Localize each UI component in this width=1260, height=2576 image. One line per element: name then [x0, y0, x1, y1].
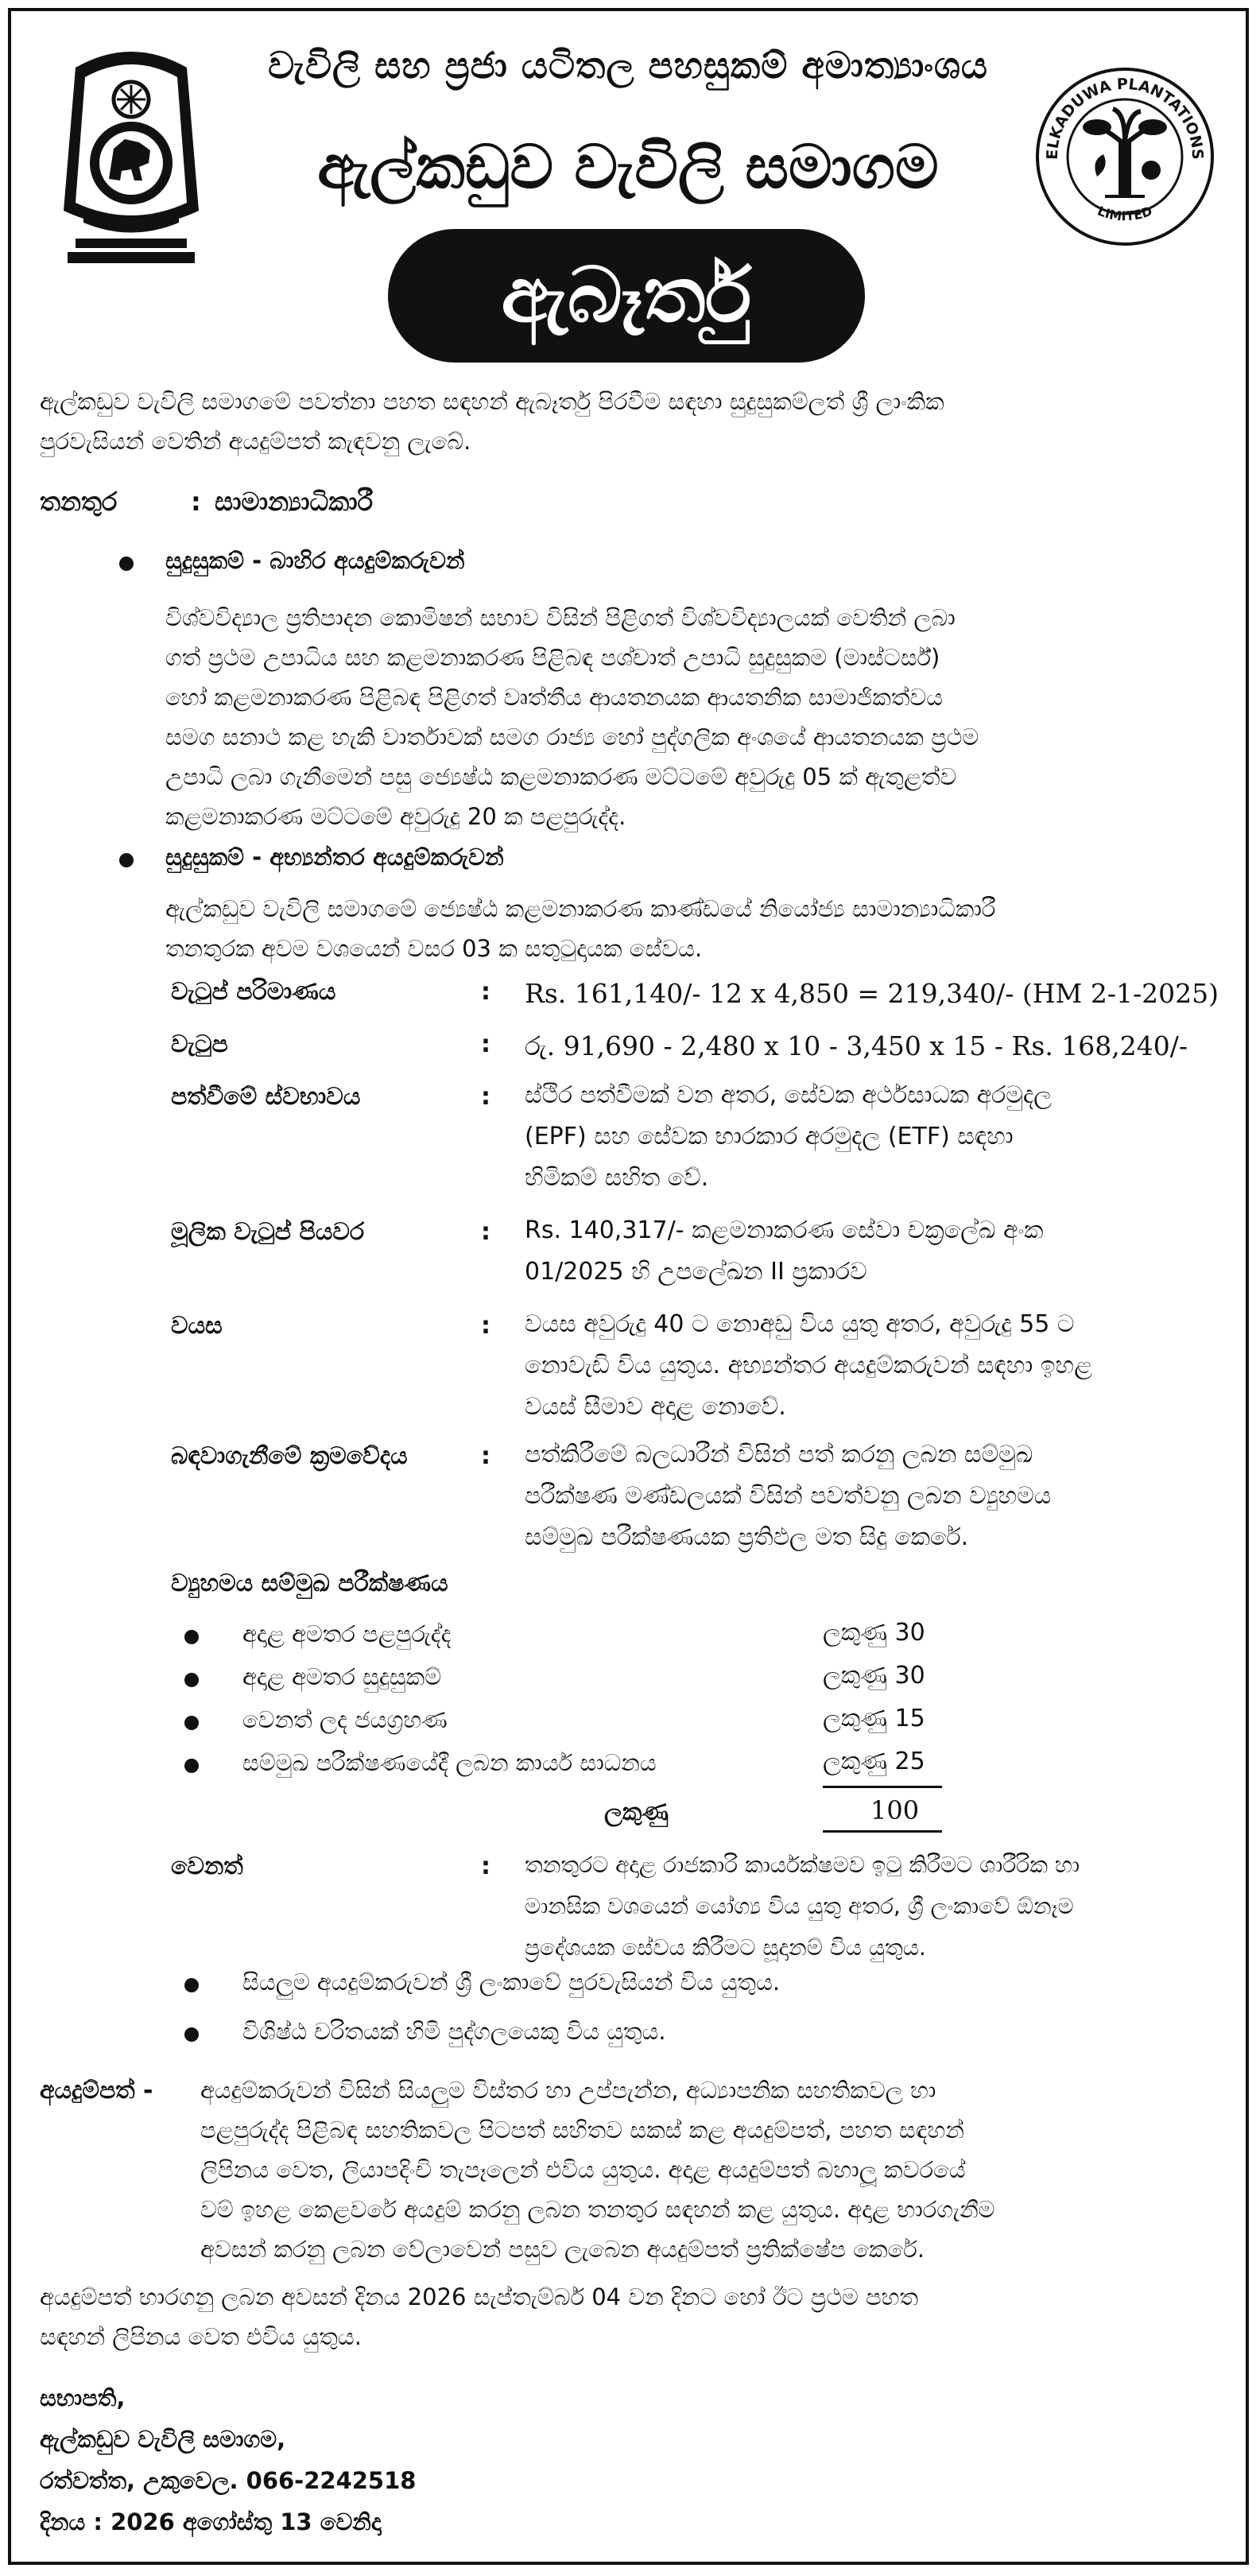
- text-line: ගත් ප්‍රථම උපාධිය සහ කළමනාකරණ පිළිබඳ පශ්චාත් උපාධි සුදුසුකම (මාස්ටර්ස්): [165, 644, 940, 671]
- elkaduwa-plantations-logo: [1033, 65, 1216, 248]
- notice-title-banner: [388, 229, 865, 363]
- colon: :: [481, 1852, 490, 1880]
- interview-item-label: වෙනත් ලද ජයග්‍රහණ: [242, 1706, 448, 1733]
- interview-item-marks: ලකුණු 25: [823, 1748, 925, 1775]
- interview-item-marks: ලකුණු 30: [823, 1662, 925, 1690]
- colon: :: [481, 1218, 490, 1246]
- text-line: සමග සනාථ කළ හැකි වාර්තාවක් සමග රාජ්‍ය හෝ පුද්ගලික අංශයේ ආයතනයක ප්‍රථම: [165, 724, 979, 751]
- svg-text:LIMITED: [1095, 204, 1154, 224]
- intro-line: පුරවැසියන් වෙතින් අයදුම්පත් කැඳවනු ලැබේ.: [40, 428, 471, 455]
- text-line: 01/2025 හි උපලේඛන II ප්‍රකාරව: [525, 1258, 867, 1286]
- text-line: පළපුරුද්ද පිළිබඳ සහතිකවල පිටපත් සහිතව සකස් කළ අයදුම්පත්, පහත සඳහන්: [200, 2116, 964, 2143]
- salary-value: රු. 91,690 - 2,480 x 10 - 3,450 x 15 - Rs. 168,240/-: [525, 1030, 1188, 1061]
- bullet-icon: [184, 1759, 199, 1773]
- text-line: තනතුරට අදාළ රාජකාරි කාර්යක්ෂමව ඉටු කිරීමට ශාරීරික හා: [525, 1852, 1080, 1878]
- external-qualifications-text: [165, 598, 1219, 836]
- text-line: අයදුම්පත් භාරගනු ලබන අවසන් දිනය 2026 සැප්තැම්බර් 04 වන දිනට හෝ ඊට ප්‍රථම පහත: [40, 2283, 919, 2310]
- text-line: තනතුරක අවම වශයෙන් වසර 03 ක සතුටුදායක සේවය.: [165, 935, 703, 962]
- other-value: [525, 1845, 1184, 1969]
- other-bullet-text: විශිෂ්ඨ චරිතයක් හිමි පුද්ගලයෙකු විය යුතුය.: [242, 2018, 666, 2045]
- initial-salary-value: [525, 1210, 1184, 1293]
- post-value: සාමාන්‍යාධිකාරී: [215, 487, 374, 517]
- interview-item-label: අදාළ අමතර සුදුසුකම්: [242, 1663, 442, 1690]
- interview-item-marks: ලකුණු 30: [823, 1619, 925, 1647]
- sri-lanka-emblem-icon: [52, 44, 211, 274]
- text-line: හෝ කළමනාකරණ පිළිබඳ පිළිගත් වෘත්තීය ආයතනයක ආයතනික සාමාජිකත්වය: [165, 684, 944, 711]
- bullet-icon: [184, 1978, 199, 1992]
- appointment-nature-label: පත්වීමේ ස්වභාවය: [171, 1083, 361, 1111]
- salary-label: වැටුප: [171, 1030, 228, 1058]
- post-colon: :: [191, 487, 201, 517]
- recruitment-method-label: බඳවාගැනීමේ ක්‍රමවේදය: [171, 1442, 408, 1470]
- bullet-icon: [184, 2027, 199, 2042]
- logo-ring-text: ELKADUWA PLANTATIONS: [1043, 75, 1207, 161]
- internal-qualifications-heading: සුදුසුකම් - අභ්‍යන්තර අයදුම්කරුවන්: [165, 844, 504, 871]
- interview-item-label: අදාළ අමතර පළපුරුද්ද: [242, 1620, 452, 1647]
- interview-item-marks: ලකුණු 15: [823, 1705, 925, 1732]
- total-value: 100: [870, 1795, 920, 1825]
- total-divider: [823, 1830, 942, 1833]
- text-line: පත්කිරීමේ බලධාරීන් විසින් පත් කරනු ලබන සම්මුඛ: [525, 1441, 1033, 1468]
- salary-scale-label: වැටුප් පරිමාණය: [171, 978, 336, 1006]
- bullet-icon: [119, 853, 134, 867]
- other-label: වෙනත්: [171, 1852, 243, 1880]
- company-name: ඇල්කඩුව වැවිලි සමාගම: [317, 131, 939, 202]
- text-line: ලිපිනය වෙත, ලියාපදිංචි තැපෑලෙන් එවිය යුතුය. අදාළ අයදුම්පත් බහාලූ කවරයේ: [200, 2156, 966, 2183]
- external-qualifications-heading: සුදුසුකම් - බාහිර අයදුම්කරුවන්: [165, 547, 465, 574]
- age-label: වයස: [171, 1312, 223, 1340]
- bullet-icon: [184, 1630, 199, 1644]
- text-line: ස්ථිර පත්වීමක් වන අතර, සේවක අර්ථසාධක අරමුදල: [525, 1081, 1053, 1109]
- internal-qualifications-text: [165, 889, 1219, 968]
- signature-company: ඇල්කඩුව වැවිලි සමාගම,: [40, 2426, 286, 2453]
- text-line: ඇල්කඩුව වැවිලි සමාගමේ ජ්‍යෙෂ්ඨ කළමනාකරණ කාණ්ඩයේ නියෝජ්‍ය සාමාන්‍යාධිකාරී: [165, 895, 996, 922]
- colon: :: [481, 1030, 490, 1058]
- signature-address: රත්වත්ත, උකුවෙල. 066-2242518: [40, 2467, 417, 2494]
- text-line: විශ්වවිද්‍යාල ප්‍රතිපාදන කොමිෂන් සභාව විසින් පිළිගත් විශ්වවිද්‍යාලයක් වෙතින් ලබා: [165, 604, 956, 631]
- text-line: නොවැඩි විය යුතුය. අභ්‍යන්තර අයදුම්කරුවන් සඳහා ඉහළ: [525, 1352, 1093, 1379]
- colon: :: [481, 1312, 490, 1340]
- text-line: ප්‍රදේශයක සේවය කිරීමට සූදානම් විය යුතුය.: [525, 1934, 926, 1961]
- signature-date: දිනය : 2026 අගෝස්තු 13 වෙනිදා: [40, 2508, 382, 2535]
- age-value: [525, 1304, 1184, 1428]
- notice-title: ඇබෑර්තු: [501, 250, 752, 339]
- text-line: අයදුම්කරුවන් විසින් සියලුම විස්තර හා උප්පැන්න, අධ්‍යාපනික සහතිකවල හා: [200, 2077, 936, 2104]
- intro-paragraph: [40, 382, 1224, 461]
- bullet-icon: [119, 557, 134, 571]
- bullet-icon: [184, 1716, 199, 1730]
- total-divider: [823, 1786, 942, 1788]
- post-label: තනතුර: [40, 487, 118, 517]
- appointment-nature-value: [525, 1075, 1184, 1199]
- text-line: සම්මුඛ පරීක්ෂණයක ප්‍රතිඵල මත සිදු කෙරේ.: [525, 1523, 969, 1551]
- closing-paragraph: [40, 2277, 1224, 2357]
- text-line: උපාධි ලබා ගැනීමෙන් පසු ජ්‍යෙෂ්ඨ කළමනාකරණ මට්ටමේ අවුරුදු 05 ක් ඇතුළත්ව: [165, 763, 957, 790]
- signature-title: සභාපති,: [40, 2384, 126, 2411]
- salary-scale-value: Rs. 161,140/- 12 x 4,850 = 219,340/- (HM 2-1-2025): [525, 978, 1219, 1009]
- text-line: (EPF) සහ සේවක භාරකාර අරමුදල (ETF) සඳහා: [525, 1123, 1014, 1150]
- text-line: කළමනාකරණ මට්ටමේ අවුරුදු 20 ක පළපුරුද්ද.: [165, 803, 626, 830]
- interview-heading: ව්‍යුහමය සම්මුඛ පරීක්ෂණය: [171, 1569, 448, 1597]
- text-line: මානසික වශයෙන් යෝග්‍ය විය යුතු අතර, ශ්‍රී ලංකාවේ ඕනෑම: [525, 1893, 1074, 1919]
- text-line: වයස් සීමාව අදාළ නොවේ.: [525, 1393, 786, 1421]
- recruitment-method-value: [525, 1434, 1184, 1558]
- text-line: හිමිකම් සහිත වේ.: [525, 1164, 709, 1192]
- text-line: පරීක්ෂණ මණ්ඩලයක් විසින් පවත්වනු ලබන ව්‍යුහමය: [525, 1482, 1052, 1510]
- colon: :: [481, 1083, 490, 1111]
- bullet-icon: [184, 1673, 199, 1687]
- logo-bottom-text: LIMITED: [1095, 203, 1154, 224]
- interview-item-label: සම්මුඛ පරීක්ෂණයේදී ලබන කාර්ය සාධනය: [242, 1749, 657, 1776]
- colon: :: [481, 978, 490, 1006]
- ministry-name: වැවිලි සහ ප්‍රජා යටිතල පහසුකම් අමාත්‍යාංශය: [268, 44, 988, 87]
- text-line: වම් ඉහළ කෙළවරේ අයදුම් කරනු ලබන තනතුර සඳහන් කළ යුතුය. අදාළ භාරගැනීම: [200, 2196, 995, 2223]
- signature-block: [40, 2377, 416, 2543]
- initial-salary-label: මූලික වැටුප් පියවර: [171, 1218, 365, 1246]
- other-bullet-text: සියලුම අයදුම්කරුවන් ශ්‍රී ලංකාවේ පුරවැසියන් විය යුතුය.: [242, 1969, 781, 1996]
- total-label: ලකුණු: [604, 1798, 669, 1826]
- text-line: වයස අවුරුදු 40 ට නොඅඩු විය යුතු අතර, අවුරුදු 55 ට: [525, 1310, 1075, 1338]
- text-line: සඳහන් ලිපිනය වෙත එවිය යුතුය.: [40, 2323, 362, 2350]
- text-line: Rs. 140,317/- කළමනාකරණ සේවා චක්‍රලේඛ අංක: [525, 1216, 1044, 1244]
- text-line: අවසන් කරනු ලබන වේලාවෙන් පසුව ලැබෙන අයදුම්පත් ප්‍රතික්ෂේප කෙරේ.: [200, 2236, 925, 2263]
- applications-paragraph: [200, 2070, 1226, 2269]
- intro-line: ඇල්කඩුව වැවිලි සමාගමේ පවත්නා පහත සඳහන් ඇබෑර්තු පිරවීම සඳහා සුදුසුකම්ලත් ශ්‍රී ලාංකික: [40, 388, 944, 415]
- applications-label: අයදුම්පත් -: [40, 2077, 153, 2105]
- colon: :: [481, 1442, 490, 1470]
